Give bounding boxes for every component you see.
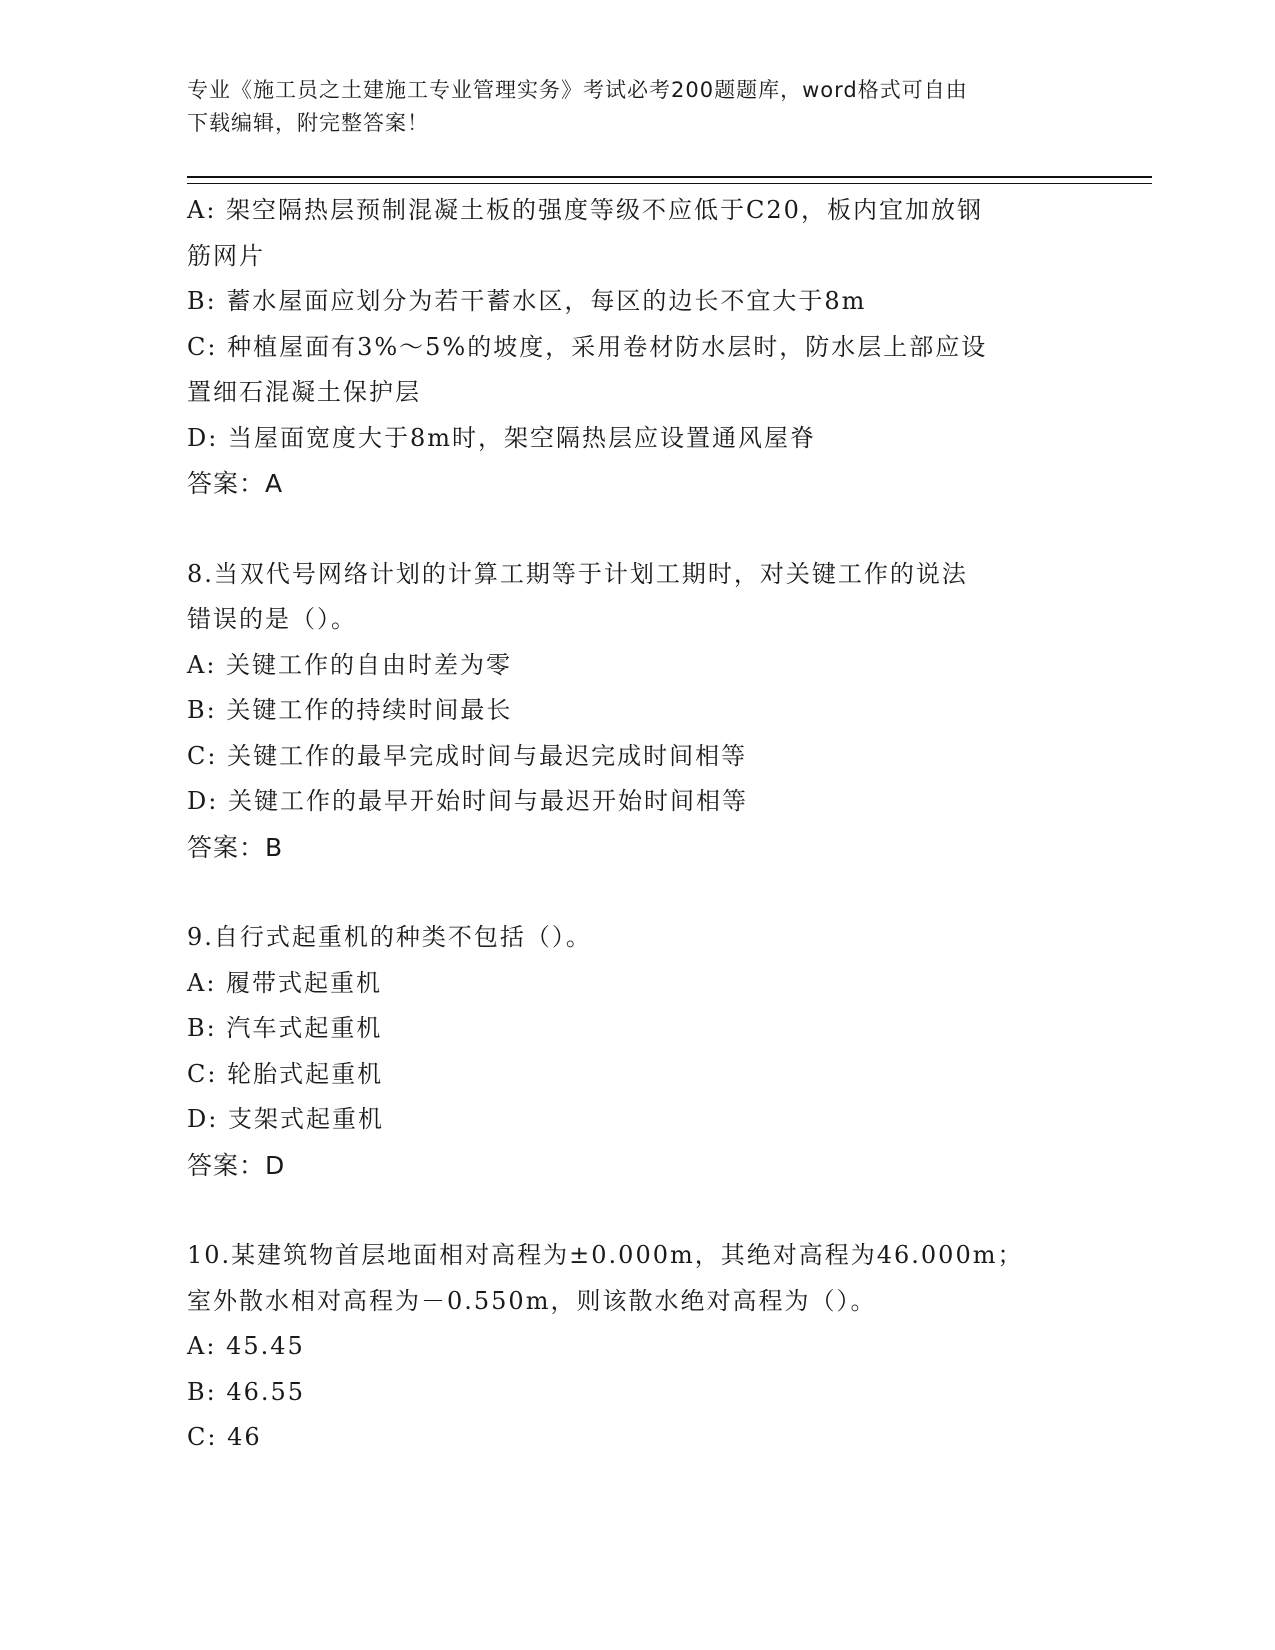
document-header — [187, 74, 1067, 140]
question-10 — [187, 1233, 1087, 1461]
option-d: D: 关键工作的最早开始时间与最迟开始时间相等 — [187, 787, 748, 815]
question-7 — [187, 188, 1087, 507]
question-stem-line-1: 10.某建筑物首层地面相对高程为±0.000m，其绝对高程为46.000m； — [187, 1241, 1024, 1269]
question-list — [187, 188, 1087, 1461]
option-b: B: 蓄水屋面应划分为若干蓄水区，每区的边长不宜大于8m — [187, 287, 867, 315]
question-stem-line-1: 8.当双代号网络计划的计算工期等于计划工期时，对关键工作的说法 — [187, 559, 968, 588]
option-b: B: 汽车式起重机 — [187, 1014, 383, 1042]
option-c-line-1: C: 种植屋面有3%～5%的坡度，采用卷材防水层时，防水层上部应设 — [187, 332, 988, 361]
answer: 答案：D — [187, 1150, 286, 1180]
option-c: C: 轮胎式起重机 — [187, 1059, 384, 1088]
option-d: D: 当屋面宽度大于8m时，架空隔热层应设置通风屋脊 — [187, 423, 816, 452]
option-a: A: 关键工作的自由时差为零 — [187, 650, 513, 679]
answer: 答案：A — [187, 469, 284, 498]
option-a: A: 履带式起重机 — [187, 968, 383, 997]
option-b: B: 46.55 — [187, 1377, 306, 1406]
header-line-1: 专业《施工员之土建施工专业管理实务》考试必考200题题库，word格式可自由 — [187, 78, 968, 102]
spacer — [187, 1188, 1087, 1233]
question-stem: 9.自行式起重机的种类不包括（）。 — [187, 923, 592, 951]
question-8 — [187, 552, 1087, 871]
header-rule-thin — [187, 183, 1152, 184]
option-c-line-2: 置细石混凝土保护层 — [187, 378, 421, 406]
spacer — [187, 507, 1087, 552]
spacer — [187, 870, 1087, 915]
question-stem-line-2: 室外散水相对高程为－0.550m，则该散水绝对高程为（）。 — [187, 1286, 877, 1315]
question-stem-line-2: 错误的是（）。 — [187, 605, 357, 633]
answer: 答案：B — [187, 832, 284, 862]
option-c: C: 46 — [187, 1423, 262, 1451]
question-9 — [187, 915, 1087, 1188]
header-rule-thick — [187, 176, 1152, 178]
option-a: A: 45.45 — [187, 1332, 305, 1360]
option-b: B: 关键工作的持续时间最长 — [187, 696, 513, 724]
option-a-line-1: A: 架空隔热层预制混凝土板的强度等级不应低于C20，板内宜加放钢 — [187, 196, 983, 224]
option-c: C: 关键工作的最早完成时间与最迟完成时间相等 — [187, 741, 748, 770]
option-a-line-2: 筋网片 — [187, 241, 265, 270]
option-d: D: 支架式起重机 — [187, 1105, 384, 1133]
header-line-2: 下载编辑，附完整答案！ — [187, 111, 429, 135]
